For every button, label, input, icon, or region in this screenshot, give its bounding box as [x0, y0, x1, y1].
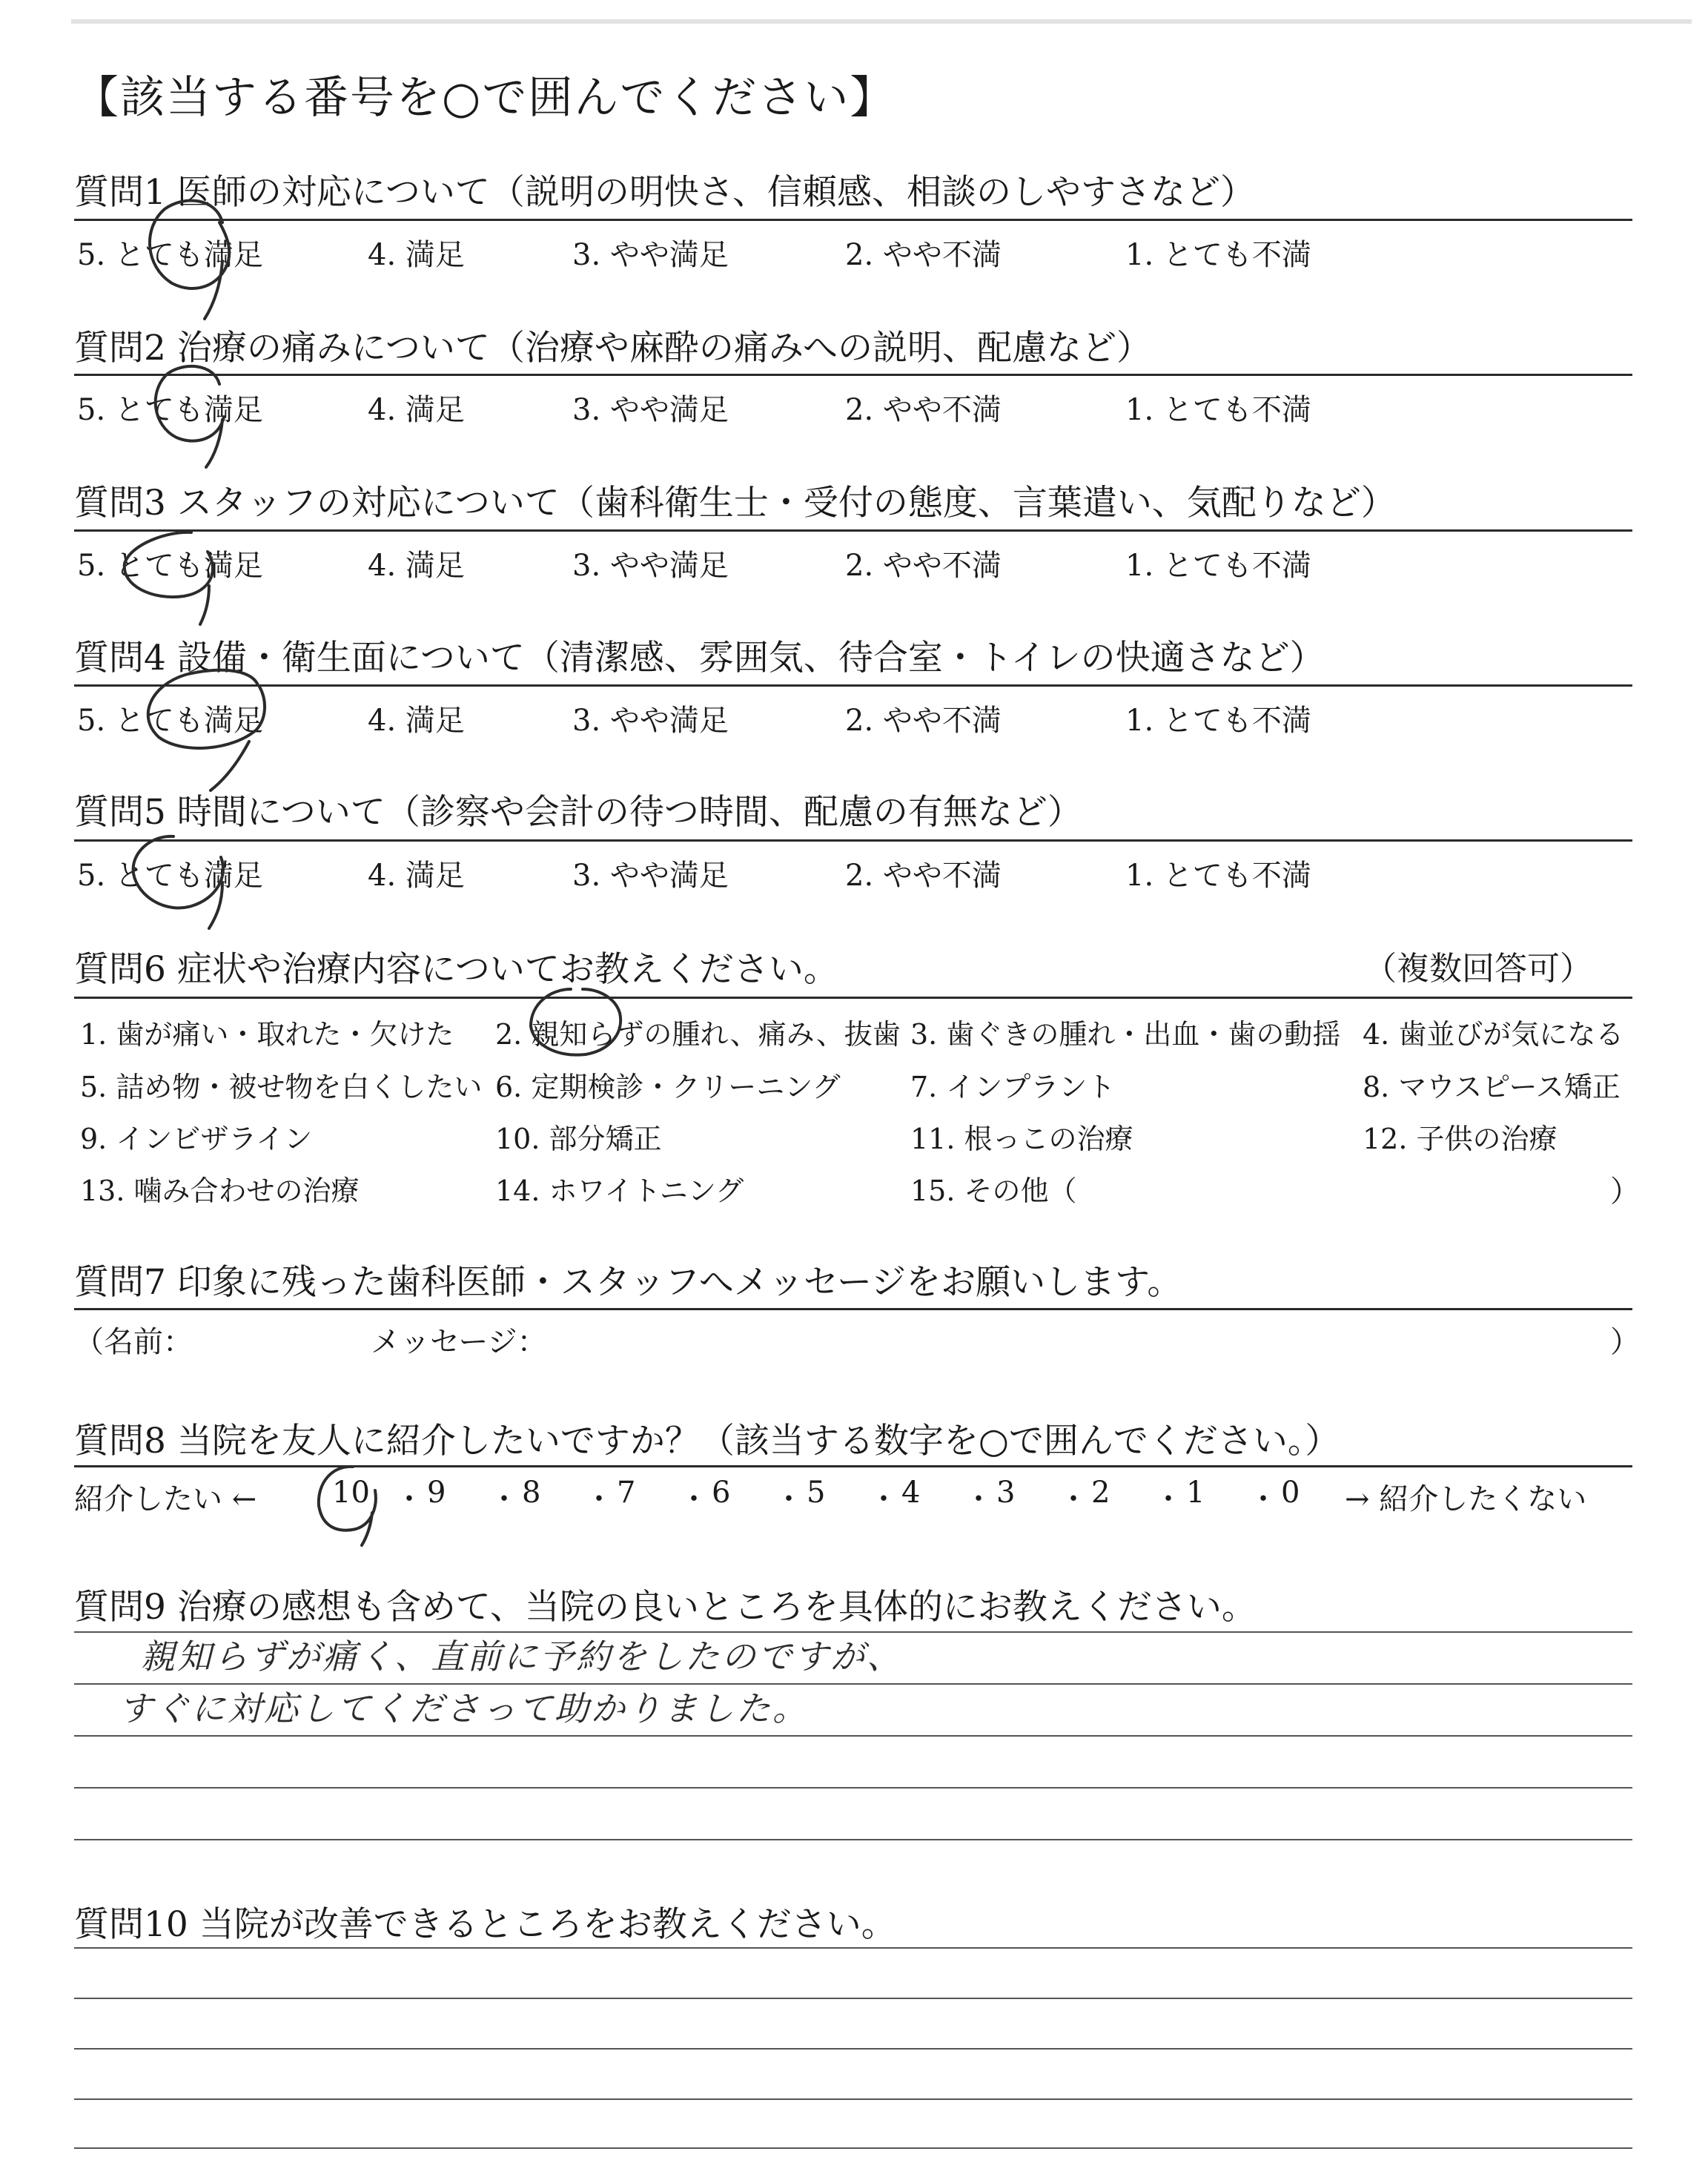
q6-option-7[interactable]: 7. インプラント: [910, 1071, 1116, 1103]
question-10-heading: 質問10 当院が改善できるところをお教えください。: [74, 1904, 896, 1945]
question-4-heading: 質問4 設備・衛生面について（清潔感、雰囲気、待合室・トイレの快適さなど）: [74, 638, 1325, 678]
q5-option-2[interactable]: 2. やや不満: [845, 859, 1002, 893]
q2-selection-circle: [156, 366, 224, 467]
q8-value-5[interactable]: 5: [807, 1476, 826, 1510]
question-8-heading: 質問8 当院を友人に紹介したいですか？（該当する数字を○で囲んでください。）: [74, 1421, 1340, 1462]
q6-option-2[interactable]: 2. 親知らずの腫れ、痛み、抜歯: [495, 1018, 901, 1051]
q4-option-3[interactable]: 3. やや満足: [572, 704, 729, 738]
q5-option-1[interactable]: 1. とても不満: [1125, 859, 1311, 893]
q5-option-5[interactable]: 5. とても満足: [77, 859, 263, 893]
q8-separator-dot: ・: [679, 1482, 709, 1516]
q9-answer-line-2: すぐに対応してくださって助かりました。: [119, 1688, 809, 1728]
q5-option-4[interactable]: 4. 満足: [368, 859, 465, 893]
form-title: 【該当する番号を○で囲んでください】: [74, 72, 896, 124]
q4-option-2[interactable]: 2. やや不満: [845, 704, 1002, 738]
q6-other-close-paren: ）: [1610, 1175, 1640, 1209]
q3-selection-circle: [125, 532, 213, 624]
question-2-heading: 質問2 治療の痛みについて（治療や麻酔の痛みへの説明、配慮など）: [74, 328, 1151, 369]
q8-separator-dot: ・: [869, 1482, 898, 1516]
question-9-heading: 質問9 治療の感想も含めて、当院の良いところを具体的にお教えください。: [74, 1587, 1257, 1628]
q9-answer-line-1: 親知らずが痛く、直前に予約をしたのですが、: [141, 1636, 904, 1677]
q6-selection-circle: [531, 989, 620, 1055]
q6-option-14[interactable]: 14. ホワイトニング: [495, 1175, 744, 1207]
q8-separator-dot: ・: [1248, 1482, 1278, 1516]
q8-value-4[interactable]: 4: [901, 1476, 921, 1510]
q6-option-3[interactable]: 3. 歯ぐきの腫れ・出血・歯の動揺: [910, 1018, 1341, 1051]
q8-value-1[interactable]: 1: [1186, 1476, 1205, 1510]
q8-value-7[interactable]: 7: [617, 1476, 636, 1510]
q8-value-0[interactable]: 0: [1281, 1476, 1300, 1510]
q8-right-label: → 紹介したくない: [1345, 1482, 1587, 1516]
q6-option-8[interactable]: 8. マウスピース矯正: [1363, 1071, 1621, 1103]
q4-option-5[interactable]: 5. とても満足: [77, 704, 263, 738]
q8-separator-dot: ・: [584, 1482, 614, 1516]
q3-option-5[interactable]: 5. とても満足: [77, 549, 263, 583]
question-5-heading: 質問5 時間について（診察や会計の待つ時間、配慮の有無など）: [74, 792, 1082, 833]
q1-option-2[interactable]: 2. やや不満: [845, 238, 1002, 272]
q6-option-4[interactable]: 4. 歯並びが気になる: [1363, 1018, 1624, 1051]
q6-option-10[interactable]: 10. 部分矯正: [495, 1123, 662, 1155]
q7-close-paren: ）: [1610, 1325, 1640, 1359]
q2-option-5[interactable]: 5. とても満足: [77, 393, 263, 427]
q3-option-4[interactable]: 4. 満足: [368, 549, 465, 583]
q1-selection-circle: [150, 200, 229, 319]
q3-option-2[interactable]: 2. やや不満: [845, 549, 1002, 583]
q5-option-3[interactable]: 3. やや満足: [572, 859, 729, 893]
q1-option-4[interactable]: 4. 満足: [368, 238, 465, 272]
q8-value-2[interactable]: 2: [1091, 1476, 1110, 1510]
q2-option-2[interactable]: 2. やや不満: [845, 393, 1002, 427]
q4-option-4[interactable]: 4. 満足: [368, 704, 465, 738]
q8-value-10[interactable]: 10: [332, 1476, 370, 1510]
q8-left-label: 紹介したい ←: [74, 1482, 257, 1516]
q6-option-13[interactable]: 13. 噛み合わせの治療: [80, 1175, 360, 1207]
q8-separator-dot: ・: [964, 1482, 993, 1516]
q8-value-8[interactable]: 8: [522, 1476, 541, 1510]
q6-option-9[interactable]: 9. インビザライン: [80, 1123, 313, 1155]
q6-option-1[interactable]: 1. 歯が痛い・取れた・欠けた: [80, 1018, 454, 1051]
q6-option-15[interactable]: 15. その他（: [910, 1175, 1077, 1207]
q1-option-5[interactable]: 5. とても満足: [77, 238, 263, 272]
q8-separator-dot: ・: [774, 1482, 804, 1516]
question-1-heading: 質問1 医師の対応について（説明の明快さ、信頼感、相談のしやすさなど）: [74, 172, 1256, 213]
q6-option-11[interactable]: 11. 根っこの治療: [910, 1123, 1133, 1155]
q8-separator-dot: ・: [394, 1482, 424, 1516]
question-3-heading: 質問3 スタッフの対応について（歯科衛生士・受付の態度、言葉遣い、気配りなど）: [74, 483, 1396, 524]
q3-option-3[interactable]: 3. やや満足: [572, 549, 729, 583]
q1-option-1[interactable]: 1. とても不満: [1125, 238, 1311, 272]
q2-option-4[interactable]: 4. 満足: [368, 393, 465, 427]
q8-separator-dot: ・: [489, 1482, 519, 1516]
q4-option-1[interactable]: 1. とても不満: [1125, 704, 1311, 738]
q2-option-1[interactable]: 1. とても不満: [1125, 393, 1311, 427]
question-7-heading: 質問7 印象に残った歯科医師・スタッフへメッセージをお願いします。: [74, 1262, 1182, 1303]
q4-selection-circle: [148, 670, 265, 790]
q7-name-label: （名前：: [74, 1325, 193, 1359]
q3-option-1[interactable]: 1. とても不満: [1125, 549, 1311, 583]
question-6-note: （複数回答可）: [1364, 950, 1592, 988]
q7-message-label: メッセージ：: [371, 1325, 547, 1359]
q8-value-3[interactable]: 3: [996, 1476, 1016, 1510]
q1-option-3[interactable]: 3. やや満足: [572, 238, 729, 272]
q8-value-9[interactable]: 9: [427, 1476, 446, 1510]
q8-selection-circle: [319, 1467, 376, 1545]
q8-value-6[interactable]: 6: [712, 1476, 731, 1510]
q5-selection-circle: [133, 836, 223, 928]
question-6-heading: 質問6 症状や治療内容についてお教えください。: [74, 949, 838, 990]
q6-option-12[interactable]: 12. 子供の治療: [1363, 1123, 1558, 1155]
q6-option-5[interactable]: 5. 詰め物・被せ物を白くしたい: [80, 1071, 483, 1103]
q8-separator-dot: ・: [1059, 1482, 1088, 1516]
q2-option-3[interactable]: 3. やや満足: [572, 393, 729, 427]
q6-option-6[interactable]: 6. 定期検診・クリーニング: [495, 1071, 841, 1103]
q8-separator-dot: ・: [1153, 1482, 1183, 1516]
